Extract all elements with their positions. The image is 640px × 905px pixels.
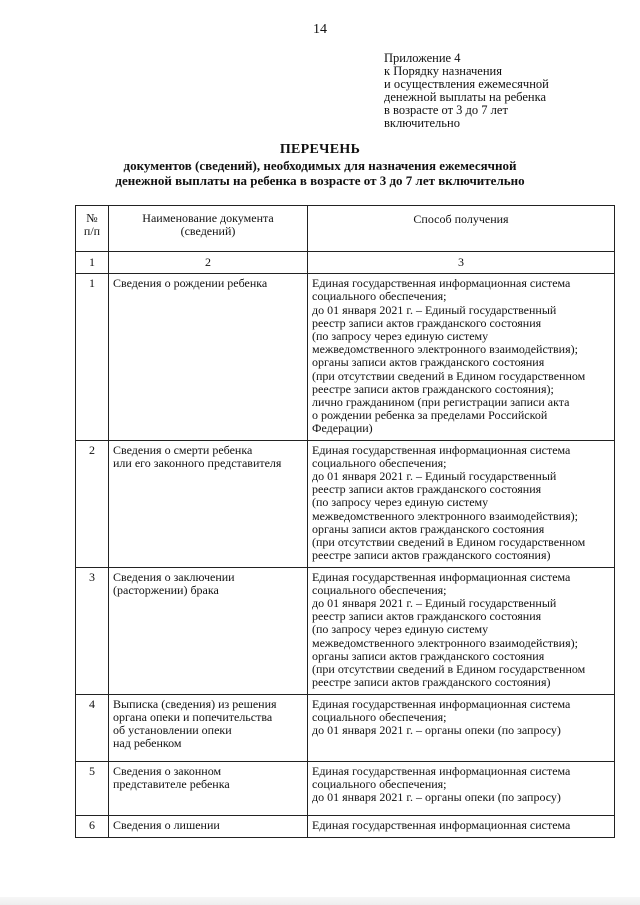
acquisition-method-line: межведомственного электронного взаимодействия); [312,635,578,650]
column-numbers-row [76,252,615,274]
acquisition-method [308,274,615,440]
acquisition-method-line: органы записи актов гражданского состояния [312,521,545,536]
header-line: Наименование документа [142,211,274,225]
acquisition-method-line: до 01 января 2021 г. – Единый государственный [312,596,557,611]
acquisition-method-line: реестр записи актов гражданского состояния [312,482,542,497]
appendix-block [384,52,624,130]
acquisition-method-line: до 01 января 2021 г. – Единый государственный [312,469,557,484]
acquisition-method-line: Единая государственная информационная система [312,817,571,832]
appendix-line: к Порядку назначения [384,64,502,78]
header-line: п/п [83,224,101,239]
acquisition-method-line: Федерации) [312,421,373,436]
acquisition-method [308,815,615,837]
row-number: 2 [76,440,109,567]
acquisition-method-line: реестре записи актов гражданского состояния) [312,548,551,563]
acquisition-method-line: межведомственного электронного взаимодействия); [312,508,578,523]
header-method [308,206,615,252]
document-name-line: Сведения о заключении [113,569,235,584]
table-row [76,274,615,440]
acquisition-method [308,761,615,815]
acquisition-method-line: до 01 января 2021 г. – органы опеки (по запросу) [312,790,561,805]
row-number: 1 [76,274,109,440]
acquisition-method-line: до 01 января 2021 г. – Единый государственный [312,302,557,317]
document-name-line: над ребенком [113,736,182,751]
subtitle-line: денежной выплаты на ребенка в возрасте от 3 до 7 лет включительно [115,173,525,188]
document-name [109,440,308,567]
acquisition-method-line: реестр записи актов гражданского состояния [312,609,542,624]
documents-table [75,205,615,838]
document-name-line: Сведения о лишении [113,817,220,832]
table-header-row [76,206,615,252]
acquisition-method-line: Единая государственная информационная система [312,569,571,584]
appendix-line: Приложение 4 [384,51,461,65]
document-name-line: Сведения о законном [113,763,222,778]
acquisition-method-line: (по запросу через единую систему [312,622,489,637]
row-number: 4 [76,694,109,761]
acquisition-method-line: Единая государственная информационная система [312,276,571,291]
acquisition-method-line: Единая государственная информационная система [312,696,571,711]
document-subtitle [0,158,640,188]
document-name [109,761,308,815]
header-line: Способ получения [413,212,509,226]
document-name-line: Выписка (сведения) из решения [113,696,277,711]
table-row [76,440,615,567]
acquisition-method-line: реестр записи актов гражданского состояния [312,315,542,330]
document-title: ПЕРЕЧЕНЬ [279,142,361,157]
page-bottom-edge [0,897,640,905]
acquisition-method-line: (по запросу через единую систему [312,329,489,344]
document-name-line: Сведения о рождении ребенка [113,276,268,291]
acquisition-method-line: Единая государственная информационная система [312,763,571,778]
header-line: (сведений) [180,224,236,239]
document-name [109,274,308,440]
document-name-line: (расторжении) брака [113,582,219,597]
acquisition-method [308,440,615,567]
table-row [76,761,615,815]
document-name-line: представителе ребенка [113,776,230,791]
table-row [76,694,615,761]
row-number: 6 [76,815,109,837]
row-number: 5 [76,761,109,815]
acquisition-method-line: (при отсутствии сведений в Едином государственном [312,535,586,550]
acquisition-method-line: межведомственного электронного взаимодействия); [312,342,578,357]
acquisition-method [308,567,615,694]
acquisition-method-line: органы записи актов гражданского состояния [312,648,545,663]
document-name-line: об установлении опеки [113,723,232,738]
acquisition-method-line: реестре записи актов гражданского состояния) [312,675,551,690]
table-row [76,567,615,694]
document-name [109,694,308,761]
acquisition-method-line: (по запросу через единую систему [312,495,489,510]
appendix-line: денежной выплаты на ребенка [384,90,546,104]
column-number: 1 [76,252,109,274]
page-number: 14 [313,22,327,37]
header-number [76,206,109,252]
table-row [76,815,615,837]
acquisition-method-line: (при отсутствии сведений в Едином государственном [312,368,586,383]
document-name [109,567,308,694]
acquisition-method-line: реестре записи актов гражданского состояния); [312,381,554,396]
document-name-line: органа опеки и попечительства [113,709,273,724]
acquisition-method-line: органы записи актов гражданского состояния [312,355,545,370]
acquisition-method-line: социального обеспечения; [312,776,447,791]
header-line: № [86,211,98,225]
acquisition-method-line: до 01 января 2021 г. – органы опеки (по запросу) [312,723,561,738]
document-name-line: Сведения о смерти ребенка [113,442,253,457]
document-name [109,815,308,837]
header-document-name [109,206,308,252]
acquisition-method-line: социального обеспечения; [312,582,447,597]
acquisition-method-line: социального обеспечения; [312,289,447,304]
acquisition-method-line: Единая государственная информационная система [312,442,571,457]
acquisition-method-line: социального обеспечения; [312,709,447,724]
appendix-line: включительно [384,116,460,130]
acquisition-method-line: (при отсутствии сведений в Едином государственном [312,662,586,677]
row-number: 3 [76,567,109,694]
acquisition-method [308,694,615,761]
column-number: 3 [308,252,615,274]
appendix-line: и осуществления ежемесячной [384,77,549,91]
column-number: 2 [109,252,308,274]
acquisition-method-line: социального обеспечения; [312,455,447,470]
document-name-line: или его законного представителя [113,455,282,470]
acquisition-method-line: о рождении ребенка за пределами Российской [312,408,548,423]
acquisition-method-line: лично гражданином (при регистрации записи акта [312,395,570,410]
appendix-line: в возрасте от 3 до 7 лет [384,103,508,117]
subtitle-line: документов (сведений), необходимых для назначения ежемесячной [123,158,517,173]
